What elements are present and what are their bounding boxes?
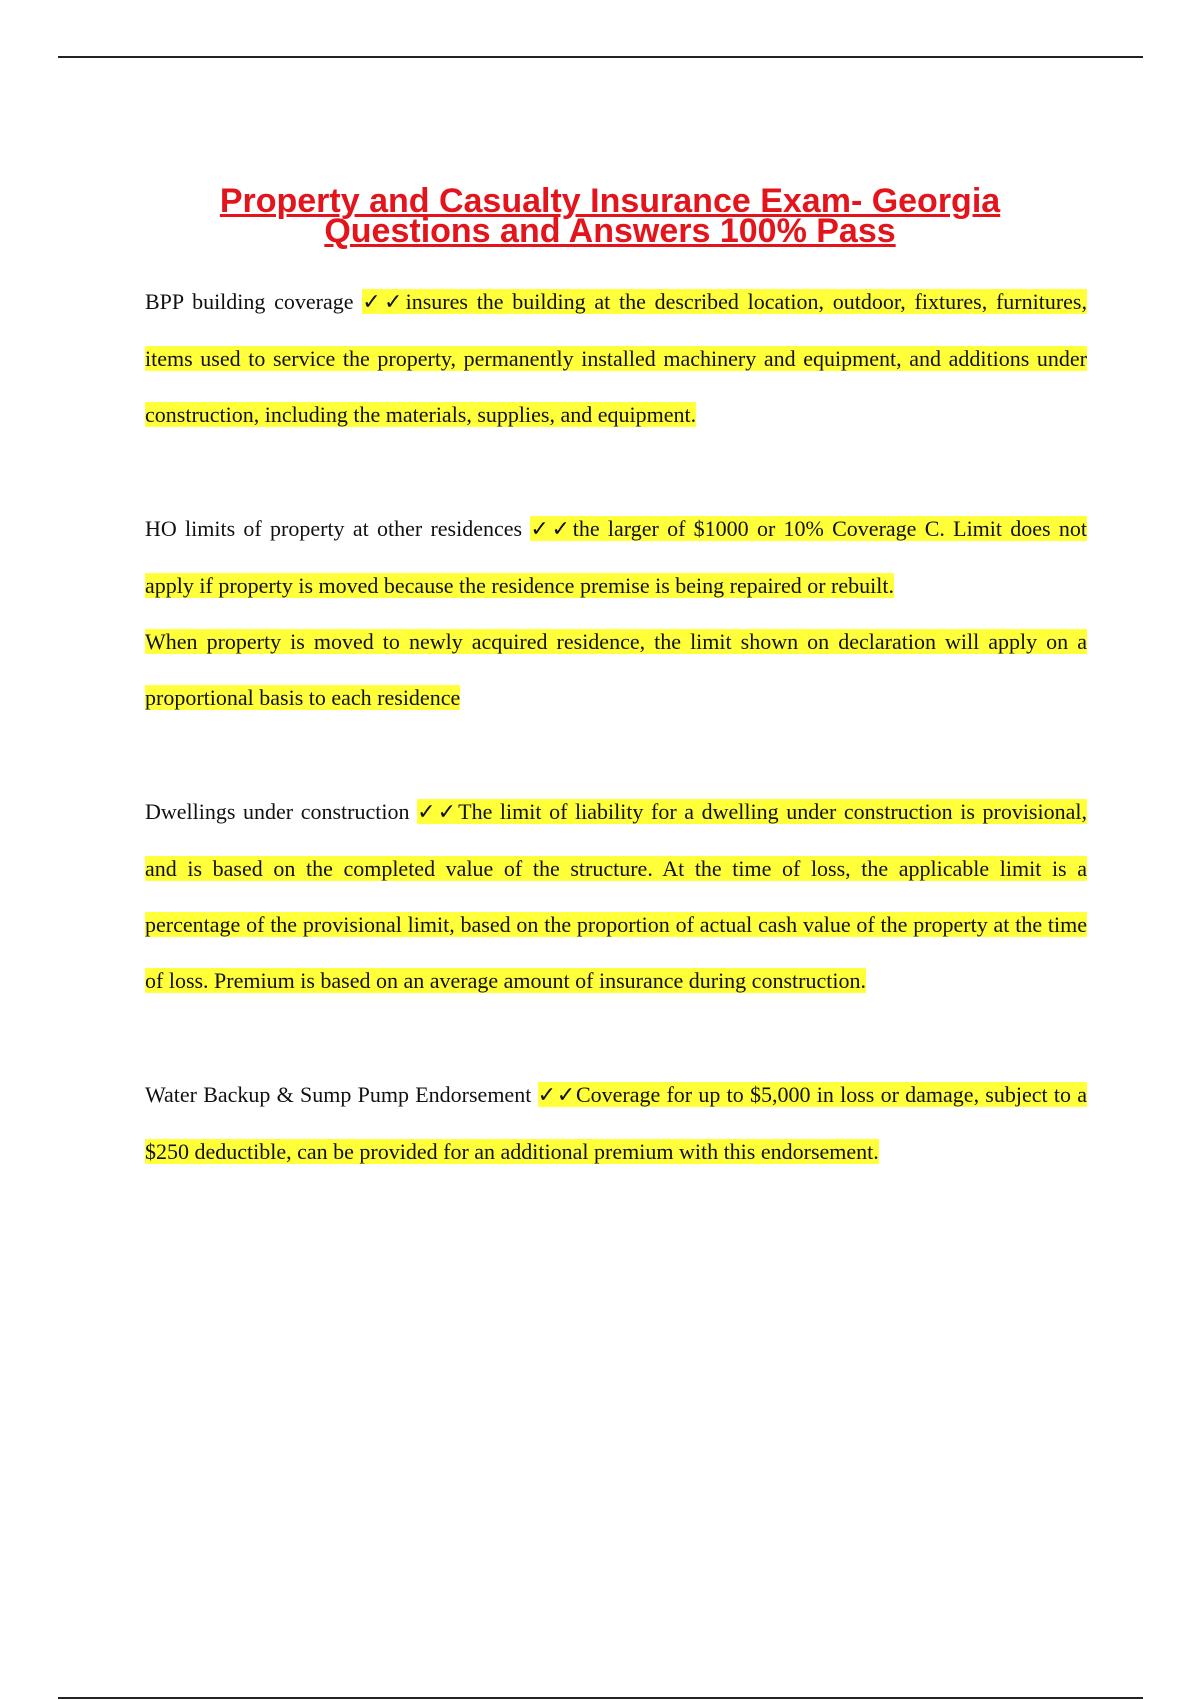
qa-term: BPP building coverage: [145, 289, 354, 314]
title-line-1: Property and Casualty Insurance Exam- Georgia: [219, 182, 1001, 220]
qa-answer: [145, 799, 1087, 993]
page-top-rule: [58, 56, 1143, 58]
title-line-2: Questions and Answers 100% Pass: [324, 212, 896, 250]
check-marks-icon: ✓✓: [530, 517, 573, 542]
qa-item-bpp-building-coverage: [145, 274, 1087, 443]
qa-item-ho-limits: [145, 501, 1087, 726]
qa-term: Dwellings under construction: [145, 799, 410, 824]
qa-answer-text: The limit of liability for a dwelling under construction is provisional, and is based on the completed value of the structure. At the time of loss, the applicable limit is a percentage of the provisional limit, based on the proportion of actual cash value of the property at the time of loss. Premium is based on an average amount of insurance during construction.: [145, 799, 1087, 993]
qa-item-water-backup: [145, 1067, 1087, 1180]
qa-answer-text: Coverage for up to $5,000 in loss or damage, subject to a $250 deductible, can be provided for an additional premium with this endorsement.: [145, 1082, 1088, 1164]
qa-answer-continued: When property is moved to newly acquired residence, the limit shown on declaration will apply on a proportional basis to each residence: [145, 629, 1087, 710]
qa-term: Water Backup & Sump Pump Endorsement: [145, 1082, 532, 1107]
qa-list: [145, 274, 1087, 1238]
page-bottom-rule: [58, 1697, 1143, 1699]
check-marks-icon: ✓✓: [362, 290, 406, 315]
document-title: [140, 182, 1080, 250]
qa-answer-text: insures the building at the described location, outdoor, fixtures, furnitures, items used to service the property, permanently installed machinery and equipment, and additions under construction, including the materials, supplies, and equipment.: [145, 289, 1087, 427]
check-marks-icon: ✓✓: [417, 800, 459, 825]
qa-term: HO limits of property at other residences: [145, 516, 523, 541]
qa-answer-text: the larger of $1000 or 10% Coverage C. Limit does not apply if property is moved because the residence premise is being repaired or rebuilt.: [145, 516, 1088, 598]
qa-item-dwellings-under-construction: [145, 784, 1087, 1009]
check-marks-icon: ✓✓: [537, 1083, 576, 1108]
